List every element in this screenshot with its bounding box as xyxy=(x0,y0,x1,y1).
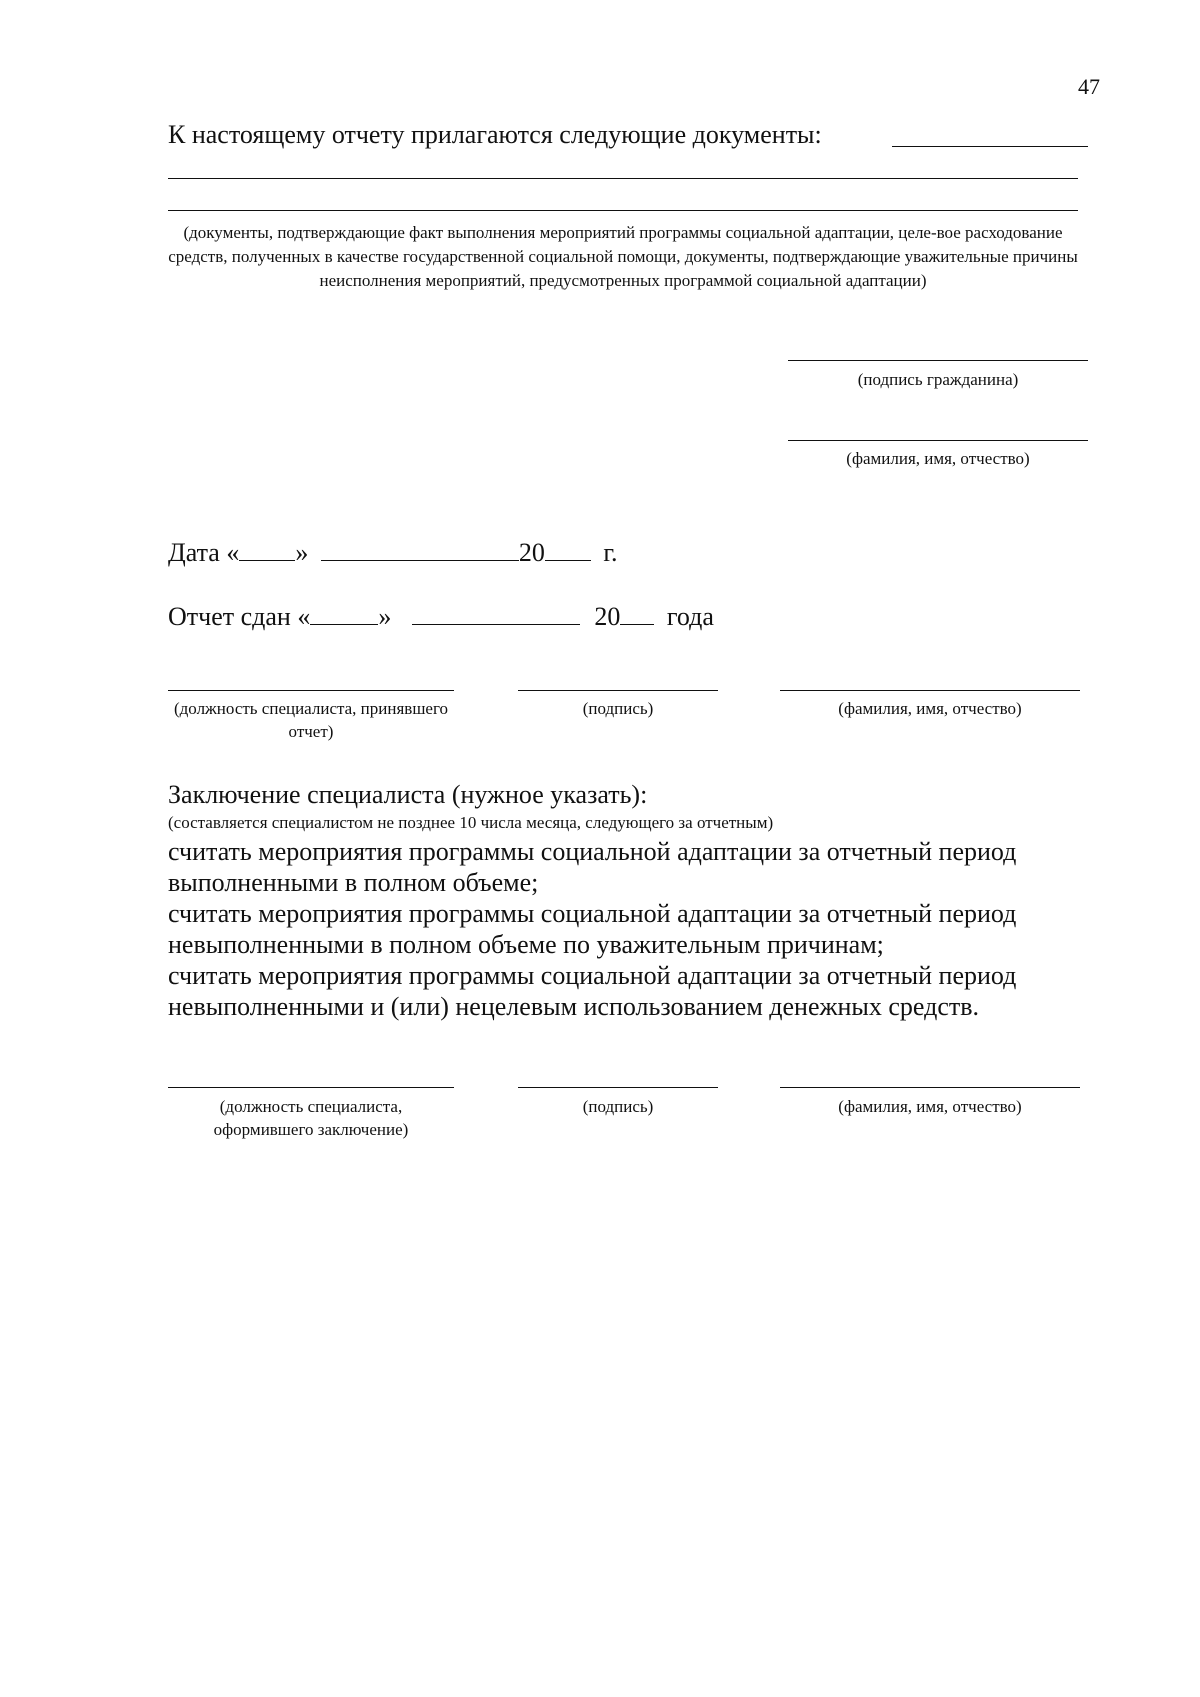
attachments-line-2[interactable] xyxy=(168,210,1078,211)
specialist-signature-caption: (подпись) xyxy=(582,1097,654,1116)
conclusion-option-line: считать мероприятия программы социальной адаптации за отчетный период xyxy=(168,961,1017,990)
citizen-signature-caption: (подпись гражданина) xyxy=(857,370,1019,389)
conclusion-option-line: считать мероприятия программы социальной адаптации за отчетный период xyxy=(168,837,1017,866)
specialist-signature-line[interactable] xyxy=(518,1087,718,1088)
receiver-signature-caption: (подпись) xyxy=(582,699,654,718)
submitted-year-blank[interactable] xyxy=(620,600,654,625)
citizen-name-caption: (фамилия, имя, отчество) xyxy=(846,449,1030,468)
receiver-position-line[interactable] xyxy=(168,690,454,691)
conclusion-option-line: невыполненными в полном объеме по уважительным причинам; xyxy=(168,930,884,959)
conclusion-option-line: считать мероприятия программы социальной адаптации за отчетный период xyxy=(168,899,1017,928)
conclusion-option-line: выполненными в полном объеме; xyxy=(168,868,539,897)
receiver-name-line[interactable] xyxy=(780,690,1080,691)
attachments-line-1[interactable] xyxy=(168,178,1078,179)
attachments-heading: К настоящему отчету прилагаются следующие документы: xyxy=(168,120,822,149)
conclusion-note: (составляется специалистом не позднее 10 числа месяца, следующего за отчетным) xyxy=(168,813,774,832)
date-quote-close: » xyxy=(295,538,309,567)
date-year-blank[interactable] xyxy=(545,536,591,561)
date-day-blank[interactable] xyxy=(239,536,295,561)
conclusion-option-line: невыполненными и (или) нецелевым использованием денежных средств. xyxy=(168,992,980,1021)
submitted-year-suffix: года xyxy=(666,602,714,631)
attachments-note: (документы, подтверждающие факт выполнения мероприятий программы социальной адаптации, целе-вое расходование средств, полученных в качестве государственной социальной помощи, документы, подтверждающие уважительные причины неисполнения мероприятий, предусмотренных программой социальной адаптации) xyxy=(168,223,1078,290)
submitted-year-prefix: 20 xyxy=(594,602,621,631)
date-label: Дата « xyxy=(168,538,240,567)
submitted-quote-close: » xyxy=(378,602,392,631)
conclusion-heading: Заключение специалиста (нужное указать): xyxy=(168,780,648,809)
submitted-row xyxy=(168,600,714,632)
receiver-signature-line[interactable] xyxy=(518,690,718,691)
date-month-blank[interactable] xyxy=(321,536,519,561)
citizen-signature-line[interactable] xyxy=(788,360,1088,361)
citizen-name-line[interactable] xyxy=(788,440,1088,441)
conclusion-options xyxy=(168,836,1108,1022)
specialist-name-line[interactable] xyxy=(780,1087,1080,1088)
date-year-suffix: г. xyxy=(603,538,618,567)
specialist-name-caption: (фамилия, имя, отчество) xyxy=(838,1097,1022,1116)
date-year-prefix: 20 xyxy=(518,538,545,567)
page-number: 47 xyxy=(1078,74,1100,99)
submitted-label: Отчет сдан « xyxy=(168,602,311,631)
attachments-blank-line[interactable] xyxy=(892,146,1088,147)
specialist-position-line[interactable] xyxy=(168,1087,454,1088)
submitted-month-blank[interactable] xyxy=(412,600,580,625)
submitted-day-blank[interactable] xyxy=(310,600,378,625)
receiver-name-caption: (фамилия, имя, отчество) xyxy=(838,699,1022,718)
specialist-position-caption: (должность специалиста, оформившего заключение) xyxy=(213,1097,409,1139)
receiver-position-caption: (должность специалиста, принявшего отчет) xyxy=(173,699,449,741)
date-row xyxy=(168,536,618,568)
